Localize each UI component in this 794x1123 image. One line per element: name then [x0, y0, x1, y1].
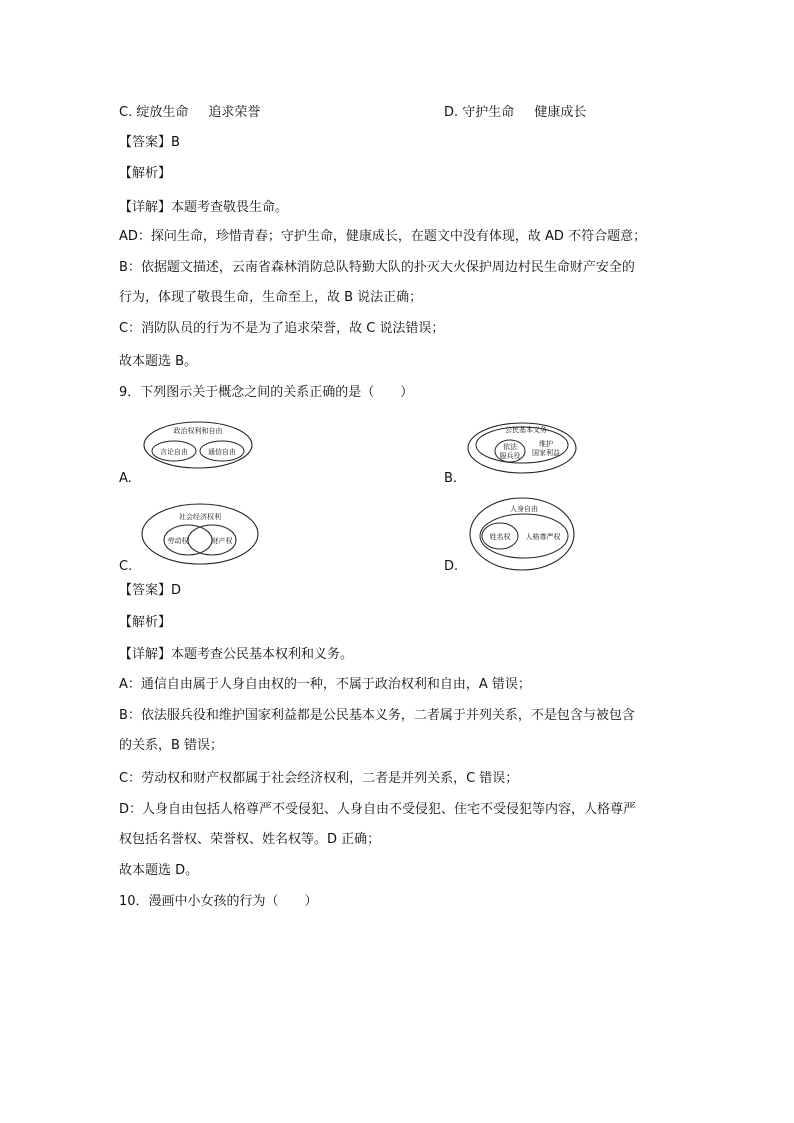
- q10-question: 10．漫画中小女孩的行为（ ）: [119, 894, 318, 909]
- q9-analysis-a: A：通信自由属于人身自由权的一种，不属于政治权利和自由，A 错误；: [119, 677, 531, 692]
- q9-analysis-c: C：劳动权和财产权都属于社会经济权利，二者是并列关系，C 错误；: [119, 771, 519, 786]
- q9-conclusion: 故本题选 D。: [119, 863, 199, 878]
- q8-option-d: [444, 104, 586, 122]
- fig-a-outer-label: 政治权利和自由: [173, 427, 223, 435]
- fig-c-outer-label: 社会经济权利: [179, 513, 221, 521]
- q8-analysis-heading: 【解析】: [119, 166, 172, 181]
- q8-analysis-c: C：消防队员的行为不是为了追求荣誉，故 C 说法错误；: [119, 321, 445, 336]
- q8-option-c-part1: 绽放生命: [136, 105, 189, 120]
- q8-option-c-part2: 追求荣誉: [208, 105, 261, 120]
- q9-figure-c: [140, 502, 260, 570]
- q8-analysis-b-line1: B：依据题文描述，云南省森林消防总队特勤大队的扑灭大火保护周边村民生命财产安全的: [119, 260, 635, 275]
- fig-b-side-line1: 维护: [539, 440, 553, 448]
- q9-analysis-d-line2: 权包括名誉权、荣誉权、姓名权等。D 正确；: [119, 832, 381, 847]
- q9-figure-d: [468, 496, 576, 576]
- q8-option-d-part2: 健康成长: [534, 105, 587, 120]
- fig-a-left-label: 言论自由: [160, 448, 188, 456]
- q8-answer: 【答案】B: [119, 135, 180, 150]
- q9-option-c-label: C.: [119, 559, 133, 574]
- q9-analysis-heading: 【解析】: [119, 615, 172, 630]
- fig-b-inner-line1: 依法: [503, 443, 517, 451]
- fig-c-left-label: 劳动权: [167, 537, 189, 545]
- q8-detail: 【详解】本题考查敬畏生命。: [119, 200, 289, 215]
- fig-b-inner-line2: 服兵役: [499, 452, 521, 460]
- q8-option-d-label: D.: [444, 105, 459, 120]
- q8-conclusion: 故本题选 B。: [119, 354, 198, 369]
- q8-option-c-label: C.: [119, 105, 133, 120]
- q9-figure-a: [142, 420, 254, 474]
- q9-option-a-label: A.: [119, 471, 132, 486]
- q9-option-b-label: B.: [444, 471, 458, 486]
- q9-answer: 【答案】D: [119, 583, 182, 598]
- fig-b-outer-label: 公民基本义务: [505, 426, 547, 434]
- fig-d-outer-label: 人身自由: [510, 505, 538, 513]
- q9-analysis-d-line1: D：人身自由包括人格尊严不受侵犯、人身自由不受侵犯、住宅不受侵犯等内容，人格尊严: [119, 802, 637, 817]
- q8-option-c: [119, 104, 260, 122]
- fig-d-middle-label: 人格尊严权: [525, 533, 561, 541]
- fig-c-right-label: 财产权: [211, 537, 233, 545]
- q9-analysis-b-line1: B：依法服兵役和维护国家利益都是公民基本义务，二者属于并列关系，不是包含与被包含: [119, 708, 635, 723]
- q8-analysis-b-line2: 行为，体现了敬畏生命，生命至上，故 B 说法正确；: [119, 290, 423, 305]
- fig-b-side-line2: 国家利益: [532, 449, 560, 457]
- q9-question: 9．下列图示关于概念之间的关系正确的是（ ）: [119, 385, 414, 400]
- q9-option-d-label: D.: [444, 559, 459, 574]
- q8-analysis-ad: AD：探问生命，珍惜青春；守护生命，健康成长，在题文中没有体现，故 AD 不符合题意；: [119, 229, 647, 244]
- fig-d-inner-label: 姓名权: [489, 533, 511, 541]
- fig-a-right-label: 通信自由: [208, 448, 236, 456]
- q8-option-d-part1: 守护生命: [462, 105, 515, 120]
- q9-analysis-b-line2: 的关系，B 错误；: [119, 738, 224, 753]
- q9-figure-b: [466, 418, 578, 478]
- q9-detail: 【详解】本题考查公民基本权利和义务。: [119, 647, 354, 662]
